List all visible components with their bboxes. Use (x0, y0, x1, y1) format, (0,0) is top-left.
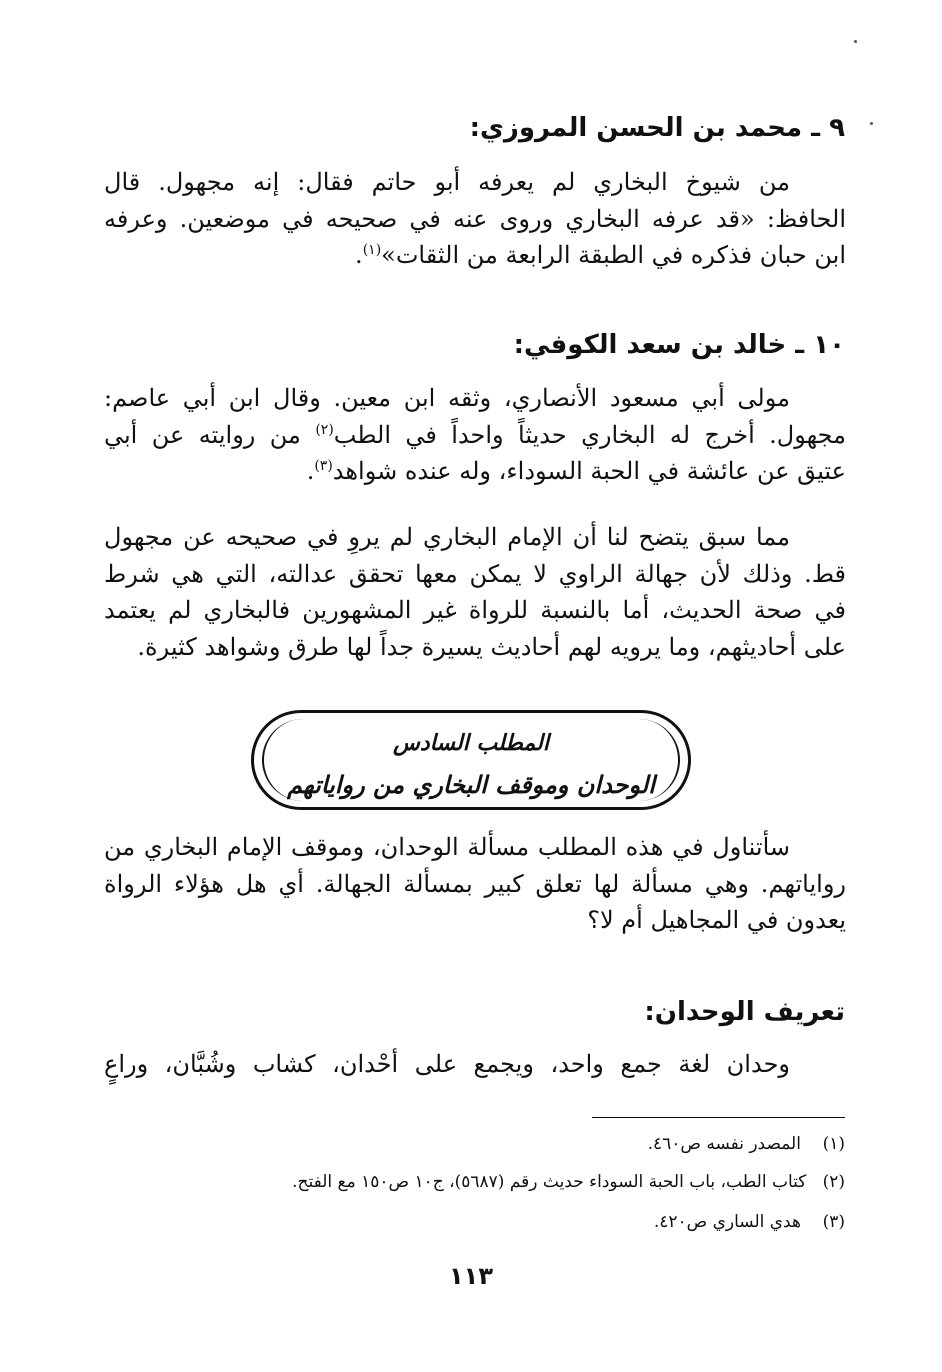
definition-heading: تعريف الوحدان: (644, 997, 845, 1027)
footnote-ref-1: (١) (362, 242, 382, 258)
footnote-text: المصدر نفسه ص٤٦٠. (647, 1134, 801, 1154)
footnote-separator (592, 1117, 845, 1118)
paragraph-line: يعدون في المجاهيل أم لا؟ (587, 906, 846, 934)
section-9-paragraph (104, 164, 846, 274)
footnote-number: (١) (822, 1134, 845, 1154)
scan-speck (854, 40, 857, 43)
footnote-3 (100, 1210, 845, 1234)
footnote-1 (100, 1132, 845, 1156)
section-10-heading: ١٠ ـ خالد بن سعد الكوفي: (513, 330, 845, 360)
paragraph-line: على أحاديثهم، وما يرويه لهم أحاديث يسيرة جداً لها طرق وشواهد كثيرة. (137, 632, 846, 661)
scan-speck (870, 122, 873, 125)
paragraph-line (104, 237, 846, 274)
box-title: المطلب السادس (393, 731, 549, 756)
paragraph-line: سأتناول في هذه المطلب مسألة الوحدان، وموقف الإمام البخاري من (104, 833, 790, 861)
line-text: مجهول. أخرج له البخاري حديثاً واحداً في الطب (333, 420, 847, 449)
paragraph-line (104, 453, 846, 490)
footnote-number: (٣) (822, 1212, 845, 1232)
line-text: عتيق عن عائشة في الحبة السوداء، وله عنده شواهد (332, 457, 846, 485)
intro-paragraph (104, 829, 846, 939)
paragraph-line: قط. وذلك لأن جهالة الراوي لا يمكن معها تحقق عدالته، التي هي شرط (104, 559, 846, 588)
paragraph-line: وحدان لغة جمع واحد، ويجمع على أحْدان، كشاب وشُبَّان، وراعٍ (104, 1050, 790, 1078)
page-number: ١١٣ (449, 1262, 493, 1290)
section-10-paragraph (104, 380, 846, 490)
paragraph-line: في صحة الحديث، أما بالنسبة للرواة غير المشهورين فالبخاري لم يعتمد (104, 596, 846, 624)
footnote-ref-3: (٣) (314, 458, 333, 474)
line-text: ابن حبان فذكره في الطبقة الرابعة من الثقات» (381, 241, 846, 269)
section-9-heading: ٩ ـ محمد بن الحسن المروزي: (469, 113, 845, 143)
paragraph-line (104, 417, 846, 454)
line-end: . (355, 241, 363, 269)
footnote-text: هدي الساري ص٤٢٠. (653, 1212, 801, 1232)
paragraph-line: مولى أبي مسعود الأنصاري، وثقه ابن معين. وقال ابن أبي عاصم: (104, 384, 790, 412)
paragraph-line: من شيوخ البخاري لم يعرفه أبو حاتم فقال: إنه مجهول. قال (104, 168, 790, 196)
line-text: من روايته عن أبي (104, 420, 316, 449)
footnote-text: كتاب الطب، باب الحبة السوداء حديث رقم (٥٦٨٧)، ج١٠ ص١٥٠ مع الفتح. (292, 1172, 807, 1192)
footnote-number: (٢) (822, 1172, 845, 1192)
paragraph-line: رواياتهم. وهي مسألة لها تعلق كبير بمسألة الجهالة. أي هل هؤلاء الرواة (104, 869, 846, 898)
footnote-2 (100, 1170, 845, 1194)
section-title-box (251, 710, 691, 810)
box-subtitle: الوحدان وموقف البخاري من رواياتهم (287, 771, 655, 799)
definition-paragraph (104, 1046, 846, 1083)
footnote-ref-2: (٢) (315, 421, 334, 438)
line-end: . (306, 457, 315, 485)
summary-paragraph (104, 519, 846, 665)
paragraph-line: الحافظ: «قد عرفه البخاري وروى عنه في صحيحه في موضعين. وعرفه (104, 204, 846, 233)
paragraph-line: مما سبق يتضح لنا أن الإمام البخاري لم يروِ في صحيحه عن مجهول (104, 523, 790, 551)
